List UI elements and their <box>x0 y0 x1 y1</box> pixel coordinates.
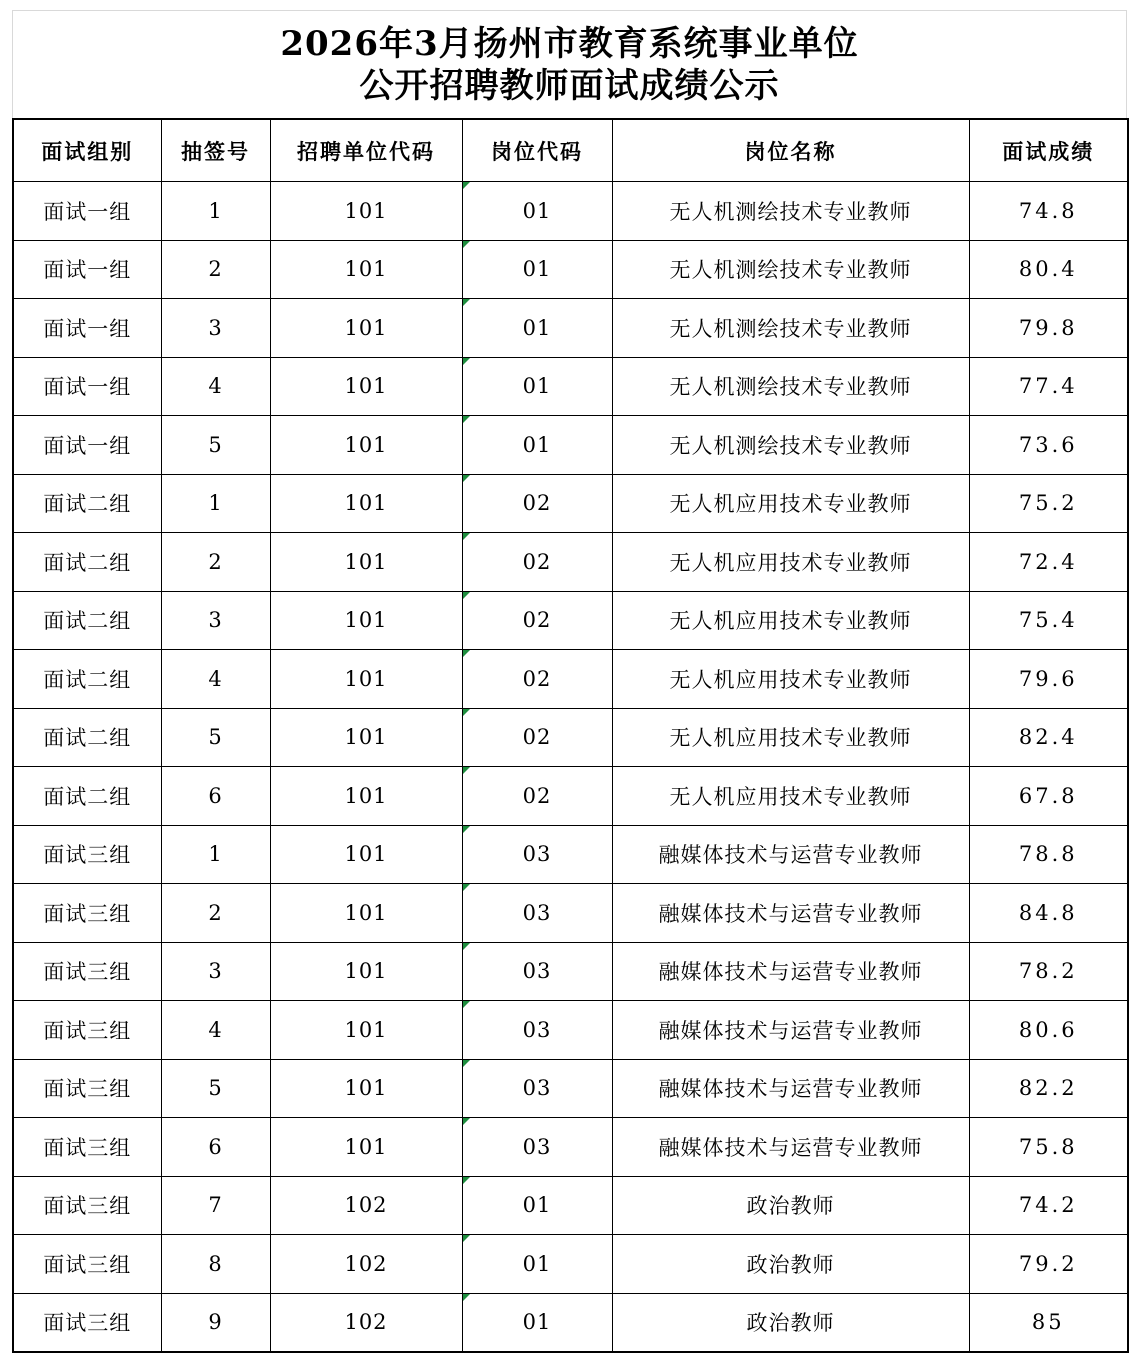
document-page <box>12 10 1127 1353</box>
header-draw-number: 抽签号 <box>161 119 270 182</box>
cell-post-name: 政治教师 <box>612 1235 969 1294</box>
cell-post-name: 无人机测绘技术专业教师 <box>612 357 969 416</box>
cell-group: 面试二组 <box>13 650 161 709</box>
cell-score: 80.4 <box>969 240 1128 299</box>
table-row <box>13 942 1128 1001</box>
cell-post-code: 01 <box>462 1176 612 1235</box>
table-row <box>13 591 1128 650</box>
cell-unit-code: 101 <box>270 240 462 299</box>
cell-post-code: 02 <box>462 474 612 533</box>
cell-draw-number: 2 <box>161 533 270 592</box>
table-body <box>13 182 1128 1353</box>
cell-post-name: 无人机应用技术专业教师 <box>612 650 969 709</box>
header-group: 面试组别 <box>13 119 161 182</box>
cell-score: 78.8 <box>969 825 1128 884</box>
cell-post-code: 01 <box>462 299 612 358</box>
table-row <box>13 240 1128 299</box>
cell-unit-code: 101 <box>270 767 462 826</box>
cell-draw-number: 5 <box>161 708 270 767</box>
cell-post-code: 02 <box>462 767 612 826</box>
results-table <box>12 118 1129 1353</box>
cell-post-code: 02 <box>462 708 612 767</box>
cell-group: 面试二组 <box>13 533 161 592</box>
cell-draw-number: 1 <box>161 182 270 241</box>
cell-post-code: 01 <box>462 1293 612 1352</box>
cell-draw-number: 2 <box>161 884 270 943</box>
cell-post-name: 政治教师 <box>612 1176 969 1235</box>
cell-group: 面试三组 <box>13 1293 161 1352</box>
table-row <box>13 767 1128 826</box>
table-row <box>13 1293 1128 1352</box>
cell-post-name: 无人机测绘技术专业教师 <box>612 299 969 358</box>
cell-post-name: 无人机应用技术专业教师 <box>612 591 969 650</box>
cell-unit-code: 102 <box>270 1235 462 1294</box>
cell-unit-code: 101 <box>270 825 462 884</box>
cell-group: 面试三组 <box>13 884 161 943</box>
cell-draw-number: 7 <box>161 1176 270 1235</box>
cell-group: 面试二组 <box>13 474 161 533</box>
cell-draw-number: 4 <box>161 1001 270 1060</box>
header-post-name: 岗位名称 <box>612 119 969 182</box>
table-row <box>13 474 1128 533</box>
table-row <box>13 357 1128 416</box>
cell-group: 面试三组 <box>13 1118 161 1177</box>
table-row <box>13 1118 1128 1177</box>
table-row <box>13 1176 1128 1235</box>
cell-score: 75.8 <box>969 1118 1128 1177</box>
header-score: 面试成绩 <box>969 119 1128 182</box>
cell-unit-code: 101 <box>270 357 462 416</box>
cell-unit-code: 101 <box>270 474 462 533</box>
cell-draw-number: 3 <box>161 591 270 650</box>
cell-score: 79.2 <box>969 1235 1128 1294</box>
cell-score: 73.6 <box>969 416 1128 475</box>
cell-group: 面试三组 <box>13 942 161 1001</box>
cell-post-name: 无人机测绘技术专业教师 <box>612 182 969 241</box>
cell-draw-number: 3 <box>161 299 270 358</box>
cell-score: 77.4 <box>969 357 1128 416</box>
cell-draw-number: 1 <box>161 825 270 884</box>
cell-post-name: 融媒体技术与运营专业教师 <box>612 825 969 884</box>
table-row <box>13 533 1128 592</box>
table-row <box>13 182 1128 241</box>
cell-score: 82.4 <box>969 708 1128 767</box>
table-row <box>13 708 1128 767</box>
cell-post-name: 融媒体技术与运营专业教师 <box>612 884 969 943</box>
cell-post-code: 03 <box>462 1001 612 1060</box>
table-row <box>13 299 1128 358</box>
cell-score: 75.2 <box>969 474 1128 533</box>
title-line-2: 公开招聘教师面试成绩公示 <box>359 65 780 106</box>
cell-draw-number: 9 <box>161 1293 270 1352</box>
cell-draw-number: 2 <box>161 240 270 299</box>
title-line-1: 2026年3月扬州市教育系统事业单位 <box>280 23 859 64</box>
cell-score: 82.2 <box>969 1059 1128 1118</box>
cell-draw-number: 3 <box>161 942 270 1001</box>
cell-post-code: 03 <box>462 825 612 884</box>
cell-score: 75.4 <box>969 591 1128 650</box>
cell-score: 78.2 <box>969 942 1128 1001</box>
cell-group: 面试三组 <box>13 1001 161 1060</box>
cell-post-name: 无人机应用技术专业教师 <box>612 767 969 826</box>
table-row <box>13 825 1128 884</box>
cell-unit-code: 101 <box>270 708 462 767</box>
cell-score: 84.8 <box>969 884 1128 943</box>
cell-group: 面试二组 <box>13 708 161 767</box>
cell-unit-code: 101 <box>270 416 462 475</box>
cell-unit-code: 101 <box>270 942 462 1001</box>
cell-draw-number: 6 <box>161 1118 270 1177</box>
cell-unit-code: 101 <box>270 1118 462 1177</box>
cell-unit-code: 101 <box>270 1001 462 1060</box>
cell-post-code: 01 <box>462 240 612 299</box>
cell-post-name: 无人机应用技术专业教师 <box>612 708 969 767</box>
cell-score: 85 <box>969 1293 1128 1352</box>
cell-post-code: 03 <box>462 1059 612 1118</box>
cell-score: 67.8 <box>969 767 1128 826</box>
cell-score: 79.6 <box>969 650 1128 709</box>
cell-post-name: 无人机测绘技术专业教师 <box>612 240 969 299</box>
cell-draw-number: 5 <box>161 416 270 475</box>
cell-draw-number: 4 <box>161 357 270 416</box>
cell-post-name: 无人机测绘技术专业教师 <box>612 416 969 475</box>
cell-score: 79.8 <box>969 299 1128 358</box>
cell-group: 面试一组 <box>13 182 161 241</box>
cell-post-name: 无人机应用技术专业教师 <box>612 533 969 592</box>
cell-group: 面试二组 <box>13 591 161 650</box>
cell-score: 74.2 <box>969 1176 1128 1235</box>
cell-post-code: 01 <box>462 357 612 416</box>
cell-unit-code: 101 <box>270 884 462 943</box>
cell-post-code: 02 <box>462 533 612 592</box>
table-row <box>13 1059 1128 1118</box>
cell-draw-number: 1 <box>161 474 270 533</box>
cell-unit-code: 101 <box>270 1059 462 1118</box>
cell-post-code: 03 <box>462 884 612 943</box>
cell-score: 72.4 <box>969 533 1128 592</box>
table-row <box>13 416 1128 475</box>
cell-post-code: 02 <box>462 650 612 709</box>
cell-unit-code: 101 <box>270 591 462 650</box>
cell-post-name: 融媒体技术与运营专业教师 <box>612 942 969 1001</box>
cell-unit-code: 101 <box>270 533 462 592</box>
cell-group: 面试一组 <box>13 357 161 416</box>
cell-post-code: 01 <box>462 1235 612 1294</box>
cell-score: 74.8 <box>969 182 1128 241</box>
cell-unit-code: 102 <box>270 1176 462 1235</box>
cell-draw-number: 5 <box>161 1059 270 1118</box>
cell-post-name: 融媒体技术与运营专业教师 <box>612 1118 969 1177</box>
cell-post-code: 01 <box>462 416 612 475</box>
cell-group: 面试三组 <box>13 1176 161 1235</box>
cell-post-code: 02 <box>462 591 612 650</box>
cell-group: 面试一组 <box>13 416 161 475</box>
cell-post-code: 03 <box>462 942 612 1001</box>
cell-unit-code: 101 <box>270 182 462 241</box>
title-block <box>12 10 1127 118</box>
cell-post-code: 03 <box>462 1118 612 1177</box>
cell-post-name: 政治教师 <box>612 1293 969 1352</box>
cell-unit-code: 102 <box>270 1293 462 1352</box>
cell-group: 面试三组 <box>13 1235 161 1294</box>
cell-group: 面试三组 <box>13 1059 161 1118</box>
cell-post-name: 融媒体技术与运营专业教师 <box>612 1001 969 1060</box>
cell-draw-number: 8 <box>161 1235 270 1294</box>
cell-post-code: 01 <box>462 182 612 241</box>
cell-post-name: 融媒体技术与运营专业教师 <box>612 1059 969 1118</box>
table-row <box>13 650 1128 709</box>
cell-group: 面试二组 <box>13 767 161 826</box>
cell-score: 80.6 <box>969 1001 1128 1060</box>
table-row <box>13 1235 1128 1294</box>
header-post-code: 岗位代码 <box>462 119 612 182</box>
cell-group: 面试一组 <box>13 299 161 358</box>
table-row <box>13 884 1128 943</box>
cell-draw-number: 6 <box>161 767 270 826</box>
cell-draw-number: 4 <box>161 650 270 709</box>
cell-group: 面试一组 <box>13 240 161 299</box>
cell-post-name: 无人机应用技术专业教师 <box>612 474 969 533</box>
header-unit-code: 招聘单位代码 <box>270 119 462 182</box>
cell-unit-code: 101 <box>270 299 462 358</box>
table-row <box>13 1001 1128 1060</box>
cell-group: 面试三组 <box>13 825 161 884</box>
header-row <box>13 119 1128 182</box>
cell-unit-code: 101 <box>270 650 462 709</box>
